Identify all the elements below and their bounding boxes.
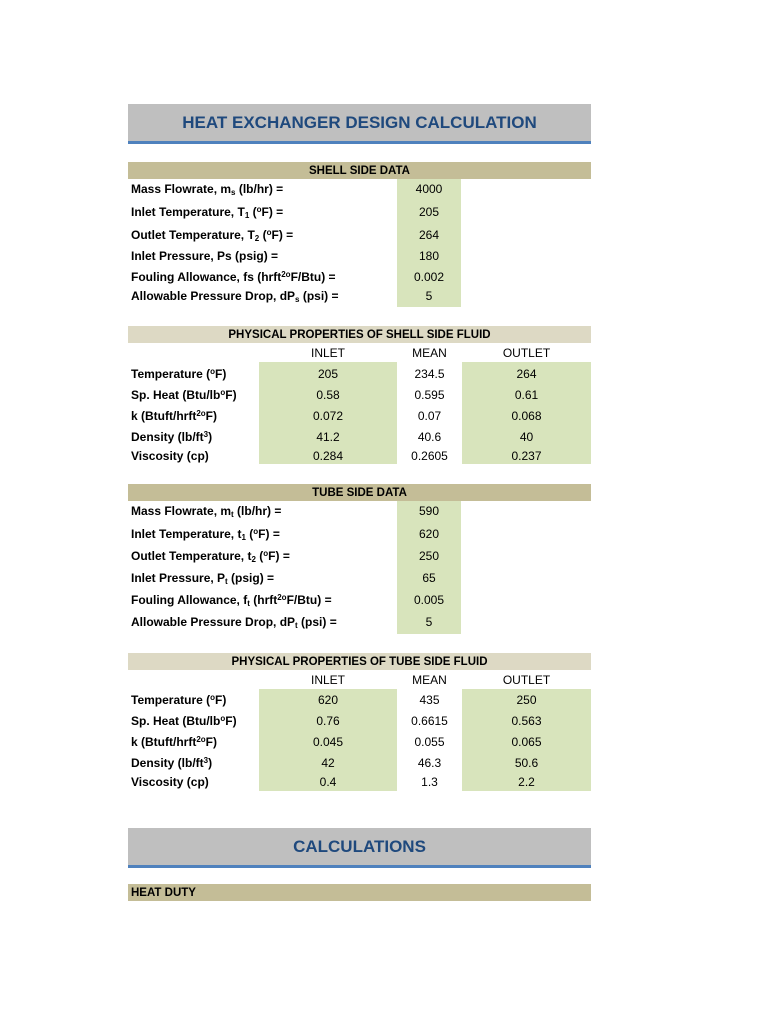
shell-props-header bbox=[128, 326, 591, 343]
shell-props-sp-heat-outlet[interactable]: 0.61 bbox=[514, 387, 539, 402]
tube-pressure-drop-value[interactable]: 5 bbox=[425, 615, 433, 629]
tube-props-sp-heat-inlet[interactable]: 0.76 bbox=[316, 713, 340, 728]
shell-props-conductivity-label: k (Btuft/hrft$^{2o}$F) bbox=[131, 408, 217, 423]
shell-props-sp-heat-mean[interactable]: 0.595 bbox=[414, 387, 445, 402]
shell-props-conductivity-mean[interactable]: 0.07 bbox=[417, 408, 442, 423]
shell-inlet-temperature-label: Inlet Temperature, $T_1$ ($^o$F) = bbox=[131, 204, 284, 220]
shell-pressure-drop-value[interactable]: 5 bbox=[425, 289, 433, 303]
shell-row-mass-flowrate bbox=[128, 179, 591, 199]
tube-mass-flowrate-label: Mass Flowrate, $m_t$ (lb/hr) = bbox=[131, 503, 282, 519]
tube-props-viscosity-inlet[interactable]: 0.4 bbox=[319, 774, 337, 789]
shell-fouling-allowance-value[interactable]: 0.002 bbox=[413, 270, 445, 284]
shell-props-viscosity-label: Viscosity (cp) bbox=[131, 448, 209, 463]
tube-outlet-temperature-label: Outlet Temperature, $t_2$ ($^o$F) = bbox=[131, 548, 290, 564]
shell-mass-flowrate-value[interactable]: 4000 bbox=[415, 182, 443, 196]
tube-props-header bbox=[128, 653, 591, 670]
shell-props-conductivity-outlet[interactable]: 0.068 bbox=[511, 408, 542, 423]
tube-outlet-temperature-value[interactable]: 250 bbox=[418, 549, 440, 563]
page-title bbox=[128, 104, 591, 144]
shell-props-temperature-outlet[interactable]: 264 bbox=[516, 366, 537, 381]
shell-side-header-text: SHELL SIDE DATA bbox=[309, 164, 410, 177]
shell-props-sp-heat-label: Sp. Heat $(Btu/lb^oF)$ bbox=[131, 387, 237, 402]
tube-pressure-drop-label: Allowable Pressure Drop, $dP_t$ (psi) = bbox=[131, 614, 337, 630]
tube-props-density-inlet[interactable]: 42 bbox=[321, 756, 335, 770]
shell-props-density-outlet[interactable]: 40 bbox=[519, 430, 534, 444]
shell-props-viscosity-mean[interactable]: 0.2605 bbox=[411, 448, 448, 463]
tube-props-sp-heat-mean[interactable]: 0.6615 bbox=[411, 713, 448, 728]
shell-row-fouling-allowance bbox=[128, 266, 591, 288]
tube-props-sp-heat-outlet[interactable]: 0.563 bbox=[511, 713, 542, 728]
tube-props-row-temperature bbox=[128, 689, 591, 710]
tube-props-viscosity-label: Viscosity (cp) bbox=[131, 774, 209, 789]
page-title-text: HEAT EXCHANGER DESIGN CALCULATION bbox=[182, 112, 537, 132]
tube-props-temperature-mean[interactable]: 435 bbox=[419, 692, 440, 707]
tube-props-header-text: PHYSICAL PROPERTIES OF TUBE SIDE FLUID bbox=[231, 655, 488, 668]
shell-inlet-pressure-label: Inlet Pressure, Ps (psig) = bbox=[131, 249, 279, 263]
tube-fouling-allowance-label: Fouling Allowance, $f_t$ (hrft$^{2o}$F/Btu) = bbox=[131, 592, 332, 608]
tube-props-temperature-label: Temperature ($^o$F) bbox=[131, 692, 227, 707]
shell-props-row-conductivity bbox=[128, 405, 591, 426]
heat-duty-header bbox=[128, 884, 591, 901]
tube-side-header-text: TUBE SIDE DATA bbox=[312, 486, 407, 499]
tube-props-row-viscosity bbox=[128, 773, 591, 790]
tube-props-row-conductivity bbox=[128, 731, 591, 752]
tube-props-row-sp-heat bbox=[128, 710, 591, 731]
shell-row-inlet-pressure bbox=[128, 246, 591, 266]
tube-props-conductivity-label: k (Btuft/hrft$^{2o}$F) bbox=[131, 734, 217, 749]
tube-props-conductivity-outlet[interactable]: 0.065 bbox=[511, 734, 542, 749]
tube-props-density-mean[interactable]: 46.3 bbox=[417, 756, 442, 770]
tube-row-inlet-pressure bbox=[128, 567, 591, 589]
tube-props-viscosity-mean[interactable]: 1.3 bbox=[421, 774, 438, 789]
calculations-title-text: CALCULATIONS bbox=[293, 836, 426, 856]
shell-pressure-drop-label: Allowable Pressure Drop, $dP_s$ (psi) = bbox=[131, 288, 339, 304]
shell-row-outlet-temperature bbox=[128, 224, 591, 246]
tube-props-viscosity-outlet[interactable]: 2.2 bbox=[518, 774, 535, 789]
shell-props-row-sp-heat bbox=[128, 384, 591, 405]
tube-inlet-pressure-value[interactable]: 65 bbox=[422, 571, 436, 585]
shell-row-inlet-temperature bbox=[128, 201, 591, 223]
tube-row-outlet-temperature bbox=[128, 545, 591, 567]
shell-props-row-temperature bbox=[128, 363, 591, 384]
shell-side-header bbox=[128, 162, 591, 179]
tube-row-mass-flowrate bbox=[128, 501, 591, 521]
tube-row-fouling-allowance bbox=[128, 589, 591, 611]
shell-props-sp-heat-inlet[interactable]: 0.58 bbox=[316, 387, 340, 402]
tube-row-inlet-temperature bbox=[128, 523, 591, 545]
tube-props-col-inlet: INLET bbox=[310, 672, 345, 687]
shell-props-row-viscosity bbox=[128, 447, 591, 464]
shell-outlet-temperature-label: Outlet Temperature, $T_2$ ($^o$F) = bbox=[131, 227, 294, 243]
shell-props-conductivity-inlet[interactable]: 0.072 bbox=[312, 408, 344, 423]
shell-props-col-mean: MEAN bbox=[412, 345, 447, 360]
tube-props-sp-heat-label: Sp. Heat $(Btu/lb^oF)$ bbox=[131, 713, 237, 728]
shell-props-viscosity-outlet[interactable]: 0.237 bbox=[511, 448, 542, 463]
shell-props-density-inlet[interactable]: 41.2 bbox=[316, 430, 340, 444]
shell-props-density-label: Density $(lb/ft^3)$ bbox=[131, 430, 213, 444]
shell-props-density-mean[interactable]: 40.6 bbox=[417, 430, 442, 444]
shell-props-col-inlet: INLET bbox=[310, 345, 345, 360]
shell-props-header-text: PHYSICAL PROPERTIES OF SHELL SIDE FLUID bbox=[228, 328, 491, 341]
shell-inlet-temperature-value[interactable]: 205 bbox=[418, 205, 440, 219]
shell-fouling-allowance-label: Fouling Allowance, fs (hrft$^{2o}$F/Btu) = bbox=[131, 270, 336, 284]
tube-props-temperature-outlet[interactable]: 250 bbox=[516, 692, 537, 707]
shell-props-temperature-label: Temperature ($^o$F) bbox=[131, 366, 227, 381]
tube-side-header bbox=[128, 484, 591, 501]
tube-inlet-temperature-label: Inlet Temperature, $t_1$ ($^o$F) = bbox=[131, 526, 280, 542]
calculations-title bbox=[128, 828, 591, 868]
shell-outlet-temperature-value[interactable]: 264 bbox=[418, 228, 440, 242]
tube-props-col-mean: MEAN bbox=[412, 672, 447, 687]
tube-fouling-allowance-value[interactable]: 0.005 bbox=[413, 593, 445, 607]
tube-props-temperature-inlet[interactable]: 620 bbox=[317, 692, 339, 707]
tube-props-conductivity-mean[interactable]: 0.055 bbox=[414, 734, 445, 749]
shell-props-temperature-mean[interactable]: 234.5 bbox=[414, 366, 445, 381]
tube-row-pressure-drop bbox=[128, 611, 591, 633]
tube-props-conductivity-inlet[interactable]: 0.045 bbox=[312, 734, 344, 749]
tube-props-density-label: Density $(lb/ft^3)$ bbox=[131, 756, 213, 770]
shell-props-row-density bbox=[128, 426, 591, 448]
shell-inlet-pressure-value[interactable]: 180 bbox=[418, 249, 440, 263]
shell-props-temperature-inlet[interactable]: 205 bbox=[317, 366, 339, 381]
tube-mass-flowrate-value[interactable]: 590 bbox=[418, 504, 440, 518]
tube-props-row-density bbox=[128, 752, 591, 774]
shell-row-pressure-drop bbox=[128, 286, 591, 306]
shell-mass-flowrate-label: Mass Flowrate, $m_s$ (lb/hr) = bbox=[131, 181, 284, 197]
tube-inlet-temperature-value[interactable]: 620 bbox=[418, 527, 440, 541]
tube-props-col-outlet: OUTLET bbox=[502, 672, 551, 687]
tube-inlet-pressure-label: Inlet Pressure, $P_t$ (psig) = bbox=[131, 570, 275, 586]
shell-props-col-outlet: OUTLET bbox=[502, 345, 551, 360]
shell-props-viscosity-inlet[interactable]: 0.284 bbox=[312, 448, 344, 463]
tube-props-density-outlet[interactable]: 50.6 bbox=[514, 756, 539, 770]
heat-duty-header-text: HEAT DUTY bbox=[131, 886, 196, 899]
